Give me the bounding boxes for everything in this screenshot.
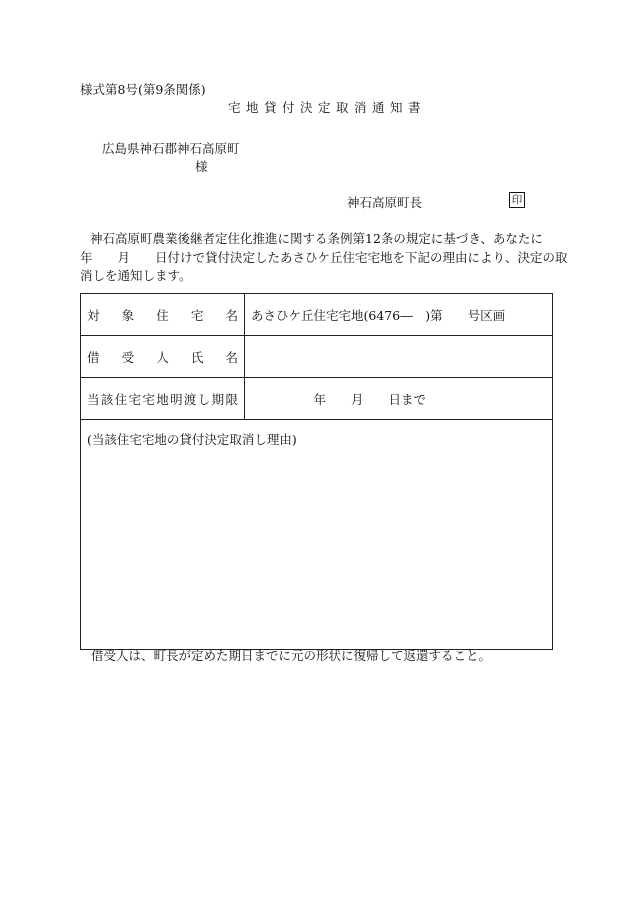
table-row [81,294,553,336]
table-row [81,420,553,650]
label-char: 借 [87,349,100,365]
notice-body [80,230,568,286]
table-row [81,378,553,420]
recipient-address: 広島県神石郡神石高原町 [102,141,240,156]
label-char: 受 [121,349,135,365]
value-handover-deadline: 年 月 日まで [245,378,553,420]
label-char: 明 [170,391,183,407]
label-char: 名 [225,349,238,365]
label-char: 氏 [190,349,204,365]
cancellation-reason-label: (当該住宅宅地の貸付決定取消し理由) [87,432,297,447]
table-row [81,336,553,378]
return-note: 借受人は、町長が定めた期日までに元の形状に復帰して返還すること。 [91,648,492,663]
label-char: 地 [156,391,169,407]
notice-body-line-3: 消しを通知します。 [80,268,192,283]
label-handover-deadline [81,378,245,420]
label-char: 宅 [128,391,142,407]
cancellation-reason-box [81,420,553,650]
issuer-name: 神石高原町長 [347,195,423,210]
notice-body-line-2: 年 月 日付けで貸付決定したあさひケ丘住宅宅地を下記の理由により、決定の取 [80,249,568,265]
label-char: 象 [121,307,135,323]
label-char: 期 [211,391,225,407]
label-char: 住 [156,307,169,323]
label-target-house [81,294,245,336]
label-char: 宅 [142,391,155,407]
label-char: 限 [225,391,238,407]
label-char: 当 [87,391,100,407]
label-char: 該 [100,391,114,407]
label-char: し [197,391,211,407]
label-char: 住 [114,391,128,407]
notice-body-line-1: 神石高原町農業後継者定住化推進に関する条例第12条の規定に基づき、あなたに [90,231,543,246]
notice-table [80,293,553,650]
recipient-honorific: 様 [195,159,208,174]
value-target-house: あさひケ丘住宅宅地(6476― )第 号区画 [245,294,553,336]
label-char: 渡 [183,391,197,407]
label-char: 対 [87,307,100,323]
form-number: 様式第8号(第9条関係) [80,82,206,97]
label-char: 名 [225,307,238,323]
label-char: 人 [156,349,169,365]
label-borrower-name [81,336,245,378]
value-borrower-name [245,336,553,378]
seal-mark: 印 [509,192,525,208]
document-title: 宅地貸付決定取消通知書 [228,100,427,115]
label-char: 宅 [190,307,204,323]
